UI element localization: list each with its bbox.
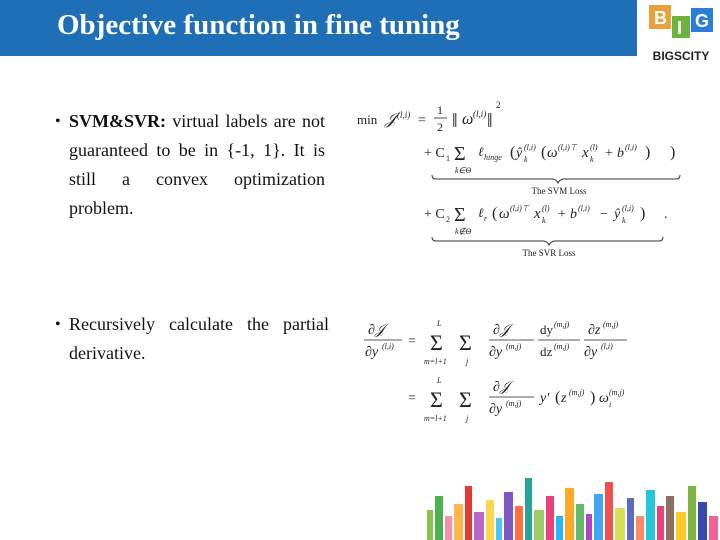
- svg-text:(l): (l): [590, 143, 598, 152]
- svg-text:‖: ‖: [452, 110, 458, 132]
- svg-text:k∉Θ: k∉Θ: [455, 227, 472, 236]
- bullet-text: Recursively calculate the partial derivative.: [69, 314, 329, 363]
- svg-text:=: =: [408, 334, 416, 349]
- svg-text:(l,i)⊤: (l,i)⊤: [558, 143, 577, 152]
- svg-text:ω: ω: [599, 391, 609, 406]
- svg-text:ℓ: ℓ: [478, 144, 484, 159]
- svg-text:(m,j): (m,j): [554, 342, 570, 351]
- svg-text:): ): [640, 205, 646, 222]
- svg-text:(l,i): (l,i): [397, 110, 411, 120]
- svg-text:): ): [590, 389, 596, 406]
- svg-text:(m,j): (m,j): [603, 320, 619, 329]
- svg-text:(l,i): (l,i): [382, 342, 394, 351]
- svg-text:y′: y′: [540, 391, 550, 406]
- bullet-text: virtual labels are not guaranteed to be in {-1, 1}. It is still a convex optimization problem.: [69, 111, 325, 218]
- svg-text:1: 1: [437, 103, 443, 117]
- svg-text:=: =: [408, 391, 416, 406]
- svg-text:(l,i)⊤: (l,i)⊤: [510, 204, 529, 213]
- svg-text:(: (: [510, 144, 516, 161]
- svg-text:2: 2: [496, 100, 501, 110]
- svg-text:+ C: + C: [424, 146, 445, 161]
- svg-text:2: 2: [437, 120, 443, 134]
- svg-text:j: j: [466, 357, 469, 366]
- svg-text:∂𝒥: ∂𝒥: [493, 323, 510, 338]
- svg-text:k: k: [524, 155, 528, 164]
- slide-title: Objective function in fine tuning: [57, 9, 460, 41]
- svg-text:z: z: [561, 391, 567, 406]
- svg-text:(m,j): (m,j): [554, 320, 570, 329]
- svg-text:k: k: [590, 155, 594, 164]
- svg-text:L: L: [437, 376, 442, 385]
- svg-text:i: i: [609, 400, 612, 409]
- svg-text:∂y: ∂y: [365, 345, 379, 360]
- svg-text:(l,i): (l,i): [578, 204, 590, 213]
- svg-text:+: +: [605, 146, 613, 161]
- svg-text:k∈Θ: k∈Θ: [455, 166, 472, 175]
- svg-text:(l,i): (l,i): [473, 109, 487, 119]
- svg-text:dz: dz: [540, 344, 553, 359]
- svg-text:I: I: [677, 18, 683, 38]
- svg-text:): ): [670, 144, 676, 161]
- svg-text:ŷ: ŷ: [614, 207, 621, 222]
- svg-text:(: (: [555, 389, 561, 406]
- svg-text:B: B: [654, 8, 667, 28]
- svg-text:(m,j): (m,j): [506, 399, 522, 408]
- derivative-formula: [364, 319, 627, 423]
- svg-text:dy: dy: [540, 322, 553, 337]
- svg-text:(m,j): (m,j): [506, 342, 522, 351]
- svg-text:b: b: [570, 207, 577, 222]
- svg-text:m=l+1: m=l+1: [424, 357, 447, 366]
- svg-text:Σ: Σ: [454, 204, 466, 226]
- svg-text:k: k: [622, 216, 626, 225]
- svg-text:Σ: Σ: [454, 143, 466, 165]
- svg-text:ℓ: ℓ: [478, 205, 484, 220]
- city-skyline-decoration: [425, 466, 720, 540]
- svg-text:): ): [645, 144, 651, 161]
- svg-text:ŷ: ŷ: [516, 146, 523, 161]
- svg-text:hinge: hinge: [484, 153, 502, 162]
- svg-text:(l): (l): [542, 204, 550, 213]
- svg-text:G: G: [695, 11, 710, 31]
- logo-text: BIGSCITY: [652, 49, 710, 63]
- svg-text:(m,j): (m,j): [569, 388, 585, 397]
- svg-text:Σ: Σ: [459, 387, 472, 412]
- svg-text:(l,i): (l,i): [601, 342, 613, 351]
- svm-loss-label: The SVM Loss: [531, 186, 587, 196]
- svg-text:x: x: [582, 145, 589, 161]
- svg-text:Σ: Σ: [430, 330, 443, 355]
- svg-text:∂y: ∂y: [584, 345, 598, 360]
- svg-text:Σ: Σ: [430, 387, 443, 412]
- svg-text:𝒥: 𝒥: [385, 111, 397, 128]
- svg-text:1: 1: [446, 154, 450, 163]
- bullet-dot: •: [55, 113, 61, 130]
- svg-text:j: j: [466, 414, 469, 423]
- objective-formula: [357, 100, 680, 258]
- svg-text:.: .: [664, 207, 668, 222]
- svg-text:∂y: ∂y: [489, 402, 503, 417]
- svg-text:=: =: [418, 113, 426, 128]
- svg-text:∂y: ∂y: [489, 345, 503, 360]
- svg-text:Σ: Σ: [459, 330, 472, 355]
- svg-text:2: 2: [446, 215, 450, 224]
- svg-text:L: L: [437, 319, 442, 328]
- svg-text:(l,i): (l,i): [524, 143, 536, 152]
- svg-text:∂𝒥: ∂𝒥: [493, 380, 510, 395]
- svg-text:(: (: [492, 205, 498, 222]
- svg-text:ω: ω: [499, 206, 510, 222]
- svg-text:b: b: [617, 146, 624, 161]
- bullet-bold-prefix: SVM&SVR:: [69, 111, 166, 131]
- svg-text:m=l+1: m=l+1: [424, 414, 447, 423]
- svg-text:k: k: [542, 216, 546, 225]
- svg-text:∂𝒥: ∂𝒥: [368, 323, 385, 338]
- svg-text:+: +: [558, 207, 566, 222]
- svg-text:(m,j): (m,j): [609, 388, 625, 397]
- bullet-dot: •: [55, 316, 61, 333]
- svg-text:min: min: [357, 112, 378, 127]
- svg-text:(l,i): (l,i): [625, 143, 637, 152]
- svg-text:+ C: + C: [424, 207, 445, 222]
- svg-text:r: r: [484, 214, 488, 223]
- svg-text:−: −: [600, 207, 608, 222]
- svg-text:x: x: [534, 206, 541, 222]
- svg-text:(: (: [541, 144, 547, 161]
- svr-loss-label: The SVR Loss: [522, 248, 576, 258]
- svg-text:(l,i): (l,i): [622, 204, 634, 213]
- svg-text:∂z: ∂z: [588, 323, 601, 338]
- svg-text:ω: ω: [547, 145, 558, 161]
- svg-text:‖: ‖: [487, 110, 493, 132]
- svg-text:ω: ω: [462, 111, 474, 128]
